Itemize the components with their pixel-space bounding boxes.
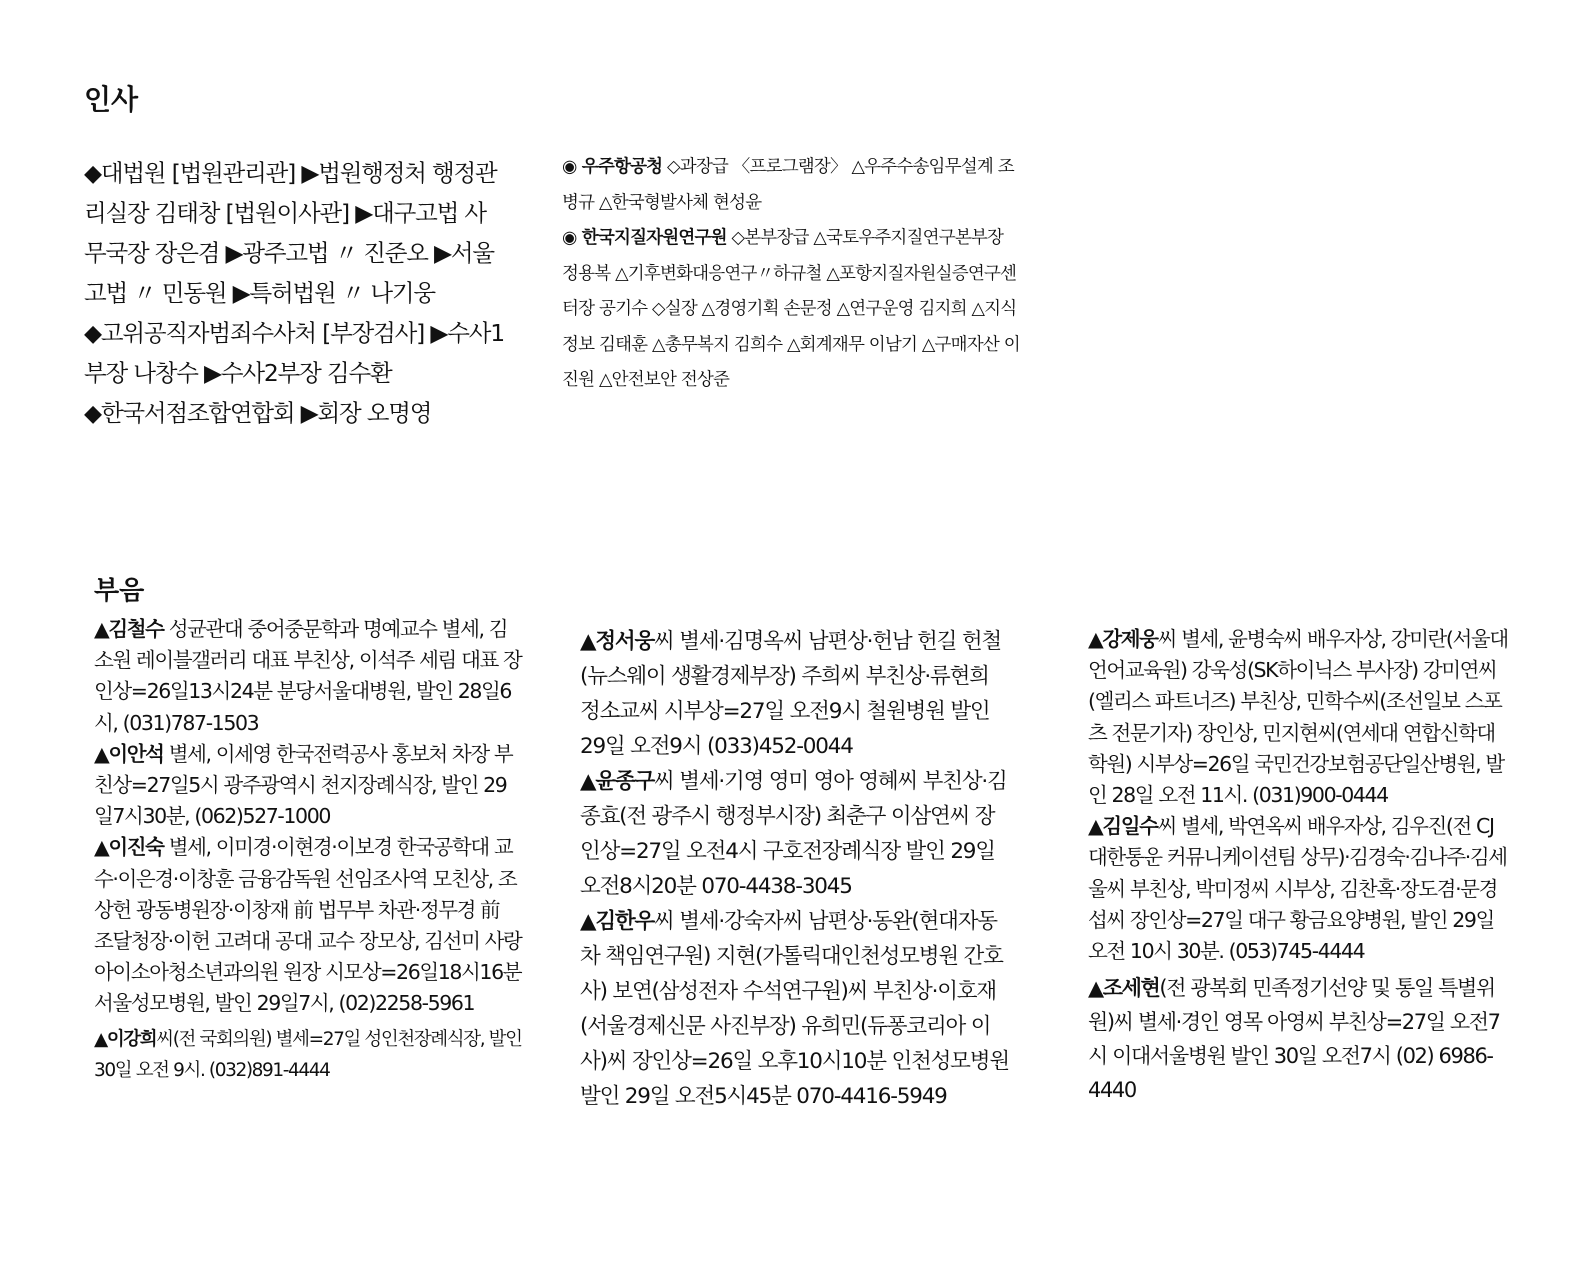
- bueum-column-1: [94, 614, 522, 1086]
- obituary-entry: [1088, 811, 1508, 967]
- deceased-name: ▲이강희: [94, 1028, 157, 1050]
- insa-right-column: [562, 150, 1022, 399]
- bueum-column-2: [580, 624, 1012, 1114]
- bueum-column-3: [1088, 624, 1508, 1107]
- insa-detail: ◇과장급 〈프로그램장〉 △우주수송임무설계 조병규 △한국형발사체 현성윤: [562, 157, 1014, 213]
- obituary-detail: 별세, 이미경·이현경·이보경 한국공학대 교수·이은경·이창훈 금융감독원 선임조사역 모친상, 조상헌 광동병원장·이창재 前 법무부 차관·정무경 前 조달청장·이헌 고려대 공대 교수 장모상, 김선미 사랑아이소아청소년과의원 원장 시모상=26일18시16분 서울성모병원, 발인 29일7시, (02)2258-5961: [94, 835, 522, 1016]
- obituary-detail: (전 광복회 민족정기선양 및 통일 특별위원)씨 별세·경인 영목 아영씨 부친상=27일 오전7시 이대서울병원 발인 30일 오전7시 (02) 6986-4440: [1088, 976, 1500, 1103]
- obituary-entry: [94, 1024, 522, 1086]
- obituary-entry: [94, 739, 522, 833]
- deceased-name: ▲김철수: [94, 617, 164, 641]
- deceased-name: ▲이안석: [94, 741, 164, 766]
- obituary-detail: 씨 별세, 윤병숙씨 배우자상, 강미란(서울대 언어교육원) 강욱성(SK하이닉스 부사장) 강미연씨(엘리스 파트너즈) 부친상, 민학수씨(조선일보 스포츠 전문기자) 장인상, 민지현씨(연세대 연합신학대학원) 시부상=26일 국민건강보험공단일산병원, 발인 28일 오전 11시. (031)900-0444: [1088, 627, 1508, 808]
- obituary-entry: [580, 764, 1012, 904]
- deceased-name: ▲이진숙: [94, 835, 164, 860]
- deceased-name: ▲김일수: [1088, 814, 1158, 839]
- obituary-entry: [580, 904, 1012, 1114]
- obituary-entry: [580, 624, 1012, 764]
- deceased-name: ▲정서웅: [580, 629, 655, 654]
- insa-item: [562, 221, 1022, 399]
- obituary-detail: 별세, 이세영 한국전력공사 홍보처 차장 부친상=27일5시 광주광역시 천지장례식장, 발인 29일7시30분, (062)527-1000: [94, 741, 513, 829]
- insa-item: ◆한국서점조합연합회 ▶회장 오명영: [84, 399, 432, 427]
- insa-item: [562, 150, 1022, 221]
- bueum-heading: 부음: [94, 576, 145, 606]
- obituary-detail: 씨 별세, 박연옥씨 배우자상, 김우진(전 CJ대한통운 커뮤니케이션팀 상무)·김경숙·김나주·김세울씨 부친상, 박미정씨 시부상, 김찬혹·장도겸·문경섭씨 장인상=27일 대구 황금요양병원, 발인 29일 오전 10시 30분. (053)745-4444: [1088, 814, 1507, 964]
- org-name: ◉ 우주항공청: [562, 157, 663, 177]
- obituary-entry: [94, 614, 522, 739]
- obituary-entry: [1088, 624, 1508, 811]
- obituary-detail: 성균관대 중어중문학과 명예교수 별세, 김소원 레이블갤러리 대표 부친상, 이석주 세림 대표 장인상=26일13시24분 분당서울대병원, 발인 28일6시, (031)787-1503: [94, 617, 522, 735]
- deceased-name: ▲김한우: [580, 909, 655, 934]
- deceased-name: ▲윤종구: [580, 769, 655, 794]
- obituary-detail: 씨 별세·기영 영미 영아 영혜씨 부친상·김종효(전 광주시 행정부시장) 최춘구 이삼연씨 장인상=27일 오전4시 구호전장례식장 발인 29일 오전8시20분 070-4438-3045: [580, 769, 1007, 899]
- deceased-name: ▲조세현: [1088, 976, 1160, 1001]
- obituary-detail: 씨 별세·강숙자씨 남편상·동완(현대자동차 책임연구원) 지현(가톨릭대인천성모병원 간호사) 보연(삼성전자 수석연구원)씨 부친상·이호재(서울경제신문 사진부장) 유희민(듀퐁코리아 이사)씨 장인상=26일 오후10시10분 인천성모병원 발인 29일 오전5시45분 070-4416-5949: [580, 909, 1009, 1109]
- insa-heading: 인사: [84, 83, 139, 116]
- obituary-detail: 씨 별세·김명옥씨 남편상·헌남 헌길 헌철(뉴스웨이 생활경제부장) 주희씨 부친상·류현희 정소교씨 시부상=27일 오전9시 철원병원 발인 29일 오전9시 (033)452-0044: [580, 629, 1001, 759]
- obituary-detail: 씨(전 국회의원) 별세=27일 성인천장례식장, 발인 30일 오전 9시. (032)891-4444: [94, 1028, 522, 1081]
- insa-item: ◆대법원 [법원관리관] ▶법원행정처 행정관리실장 김태창 [법원이사관] ▶대구고법 사무국장 장은겸 ▶광주고법 〃 진준오 ▶서울고법 〃 민동원 ▶특허법원 〃 나기웅: [84, 159, 497, 307]
- deceased-name: ▲강제웅: [1088, 627, 1158, 651]
- insa-left-column: [84, 153, 504, 433]
- insa-detail: ◇본부장급 △국토우주지질연구본부장 정용복 △기후변화대응연구〃하규철 △포항지질자원실증연구센터장 공기수 ◇실장 △경영기획 손문정 △연구운영 김지희 △지식정보 김태훈 △총무복지 김희수 △회계재무 이남기 △구매자산 이진원 △안전보안 전상준: [562, 228, 1020, 390]
- org-name: ◉ 한국지질자원연구원: [562, 228, 727, 248]
- obituary-entry: [1088, 971, 1508, 1107]
- insa-item: ◆고위공직자범죄수사처 [부장검사] ▶수사1부장 나창수 ▶수사2부장 김수환: [84, 319, 504, 387]
- obituary-entry: [94, 832, 522, 1019]
